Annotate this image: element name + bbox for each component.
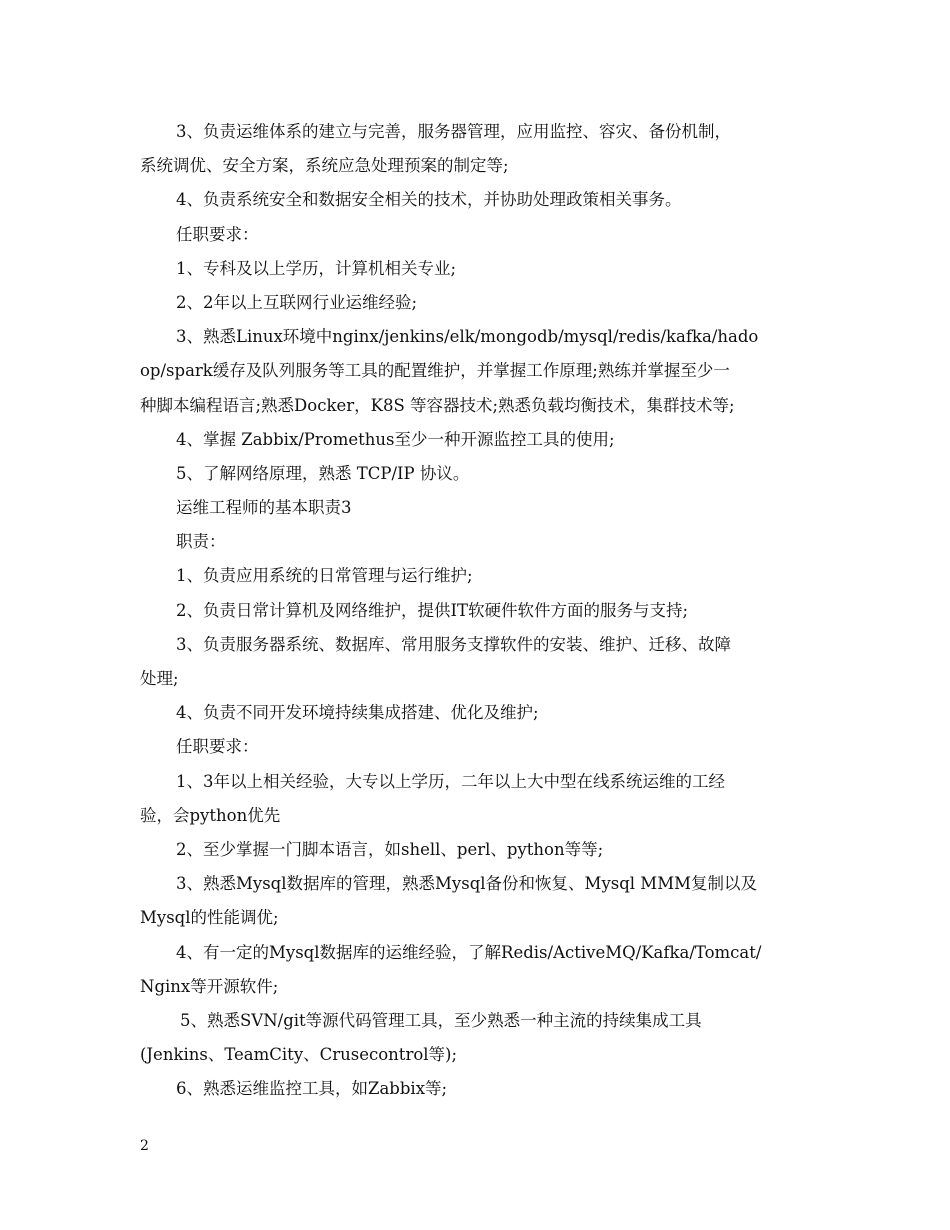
paragraph-line: Nginx等开源软件; [140,976,279,996]
paragraph-line: 4、负责系统安全和数据安全相关的技术，并协助处理政策相关事务。 [176,190,682,210]
paragraph-line: 2、至少掌握一门脚本语言，如shell、perl、python等等; [176,839,604,859]
paragraph-line: Mysql的性能调优; [140,908,279,928]
paragraph-line: 1、负责应用系统的日常管理与运行维护; [176,566,473,586]
paragraph-line: 4、负责不同开发环境持续集成搭建、优化及维护; [176,703,539,723]
document-body [140,115,812,1106]
section-title: 运维工程师的基本职责3 [176,498,352,518]
paragraph-line: op/spark缓存及队列服务等工具的配置维护，并掌握工作原理;熟练并掌握至少一 [140,361,730,381]
paragraph-line: 4、掌握 Zabbix/Promethus至少一种开源监控工具的使用; [176,429,615,449]
paragraph-line: 2、2年以上互联网行业运维经验; [176,292,418,312]
section-heading: 任职要求： [176,224,259,244]
section-heading: 职责： [176,532,226,552]
paragraph-line: 验，会python优先 [140,805,281,825]
section-heading: 任职要求： [176,737,259,757]
paragraph-line: 1、3年以上相关经验，大专以上学历，二年以上大中型在线系统运维的工经 [176,771,725,791]
paragraph-line: 6、熟悉运维监控工具，如Zabbix等; [176,1079,448,1099]
paragraph-line: (Jenkins、TeamCity、Crusecontrol等); [140,1045,458,1065]
paragraph-line: 4、有一定的Mysql数据库的运维经验，了解Redis/ActiveMQ/Kafka/Tomcat/ [176,942,762,962]
paragraph-line: 3、负责服务器系统、数据库、常用服务支撑软件的安装、维护、迁移、故障 [176,634,731,654]
paragraph-line: 处理; [140,669,179,688]
paragraph-line: 1、专科及以上学历，计算机相关专业; [176,258,457,278]
paragraph-line: 5、熟悉SVN/git等源代码管理工具，至少熟悉一种主流的持续集成工具 [180,1010,702,1030]
paragraph-line: 3、熟悉Mysql数据库的管理，熟悉Mysql备份和恢复、Mysql MMM复制以及 [176,874,757,894]
page-number: 2 [140,1138,149,1154]
paragraph-line: 3、负责运维体系的建立与完善，服务器管理，应用监控、容灾、备份机制， [176,122,731,141]
paragraph-line: 系统调优、安全方案，系统应急处理预案的制定等; [140,156,509,176]
paragraph-line: 2、负责日常计算机及网络维护，提供IT软硬件软件方面的服务与支持; [176,600,689,620]
paragraph-line: 种脚本编程语言;熟悉Docker，K8S 等容器技术;熟悉负载均衡技术，集群技术等; [140,395,735,415]
paragraph-line: 5、了解网络原理，熟悉 TCP/IP 协议。 [176,463,470,483]
paragraph-line: 3、熟悉Linux环境中nginx/jenkins/elk/mongodb/mysql/redis/kafka/hado [176,327,759,347]
